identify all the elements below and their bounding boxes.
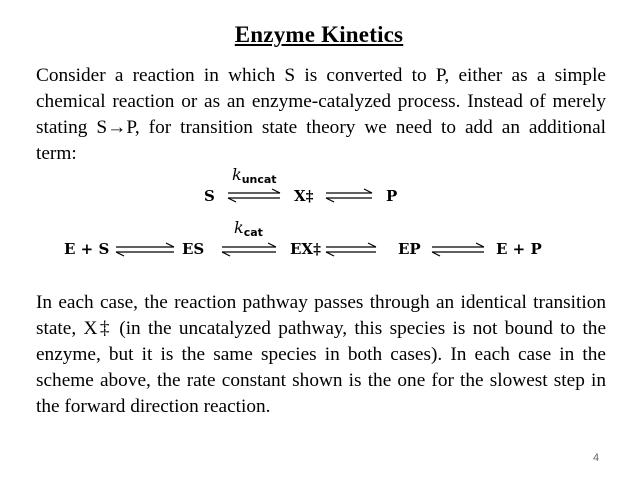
rate-constant-symbol: k [234,218,244,237]
explanation-paragraph: In each case, the reaction pathway passes through an identical transition state, X‡ (in the uncatalyzed pathway, this species is not bound to the enzyme, but it is the same species in both cases). In each case in the scheme above, the rate constant shown is the one for the slowest step in the forward direction reaction. [36,292,606,417]
species-p: P [386,187,398,205]
equilibrium-arrow [226,188,284,204]
equilibrium-arrow [220,242,280,258]
intro-paragraph: Consider a reaction in which S is converted to P, either as a simple chemical reaction or as an enzyme-catalyzed process. Instead of merely stating S→P, for transition state theory we need to add an additional term: [36,65,606,164]
species-e-plus-s: E + S [64,240,110,258]
rate-constant-symbol: k [232,165,242,184]
species-e-plus-p: E + P [496,240,542,258]
species-ex-transition-state: EX‡ [290,240,321,258]
species-s: S [204,187,215,205]
rate-constant-subscript: cat [243,226,263,239]
species-ep: EP [398,240,421,258]
rate-constant-cat [234,218,263,237]
rate-constant-uncat [232,165,277,184]
page-number: 4 [593,452,600,464]
species-es: ES [182,240,205,258]
equilibrium-arrow [430,242,488,258]
equilibrium-arrow [324,188,376,204]
species-transition-state: X‡ [294,187,314,205]
rate-constant-subscript: uncat [241,173,277,186]
page-title: Enzyme Kinetics [234,22,404,47]
equilibrium-arrow [324,242,380,258]
equilibrium-arrow [114,242,178,258]
